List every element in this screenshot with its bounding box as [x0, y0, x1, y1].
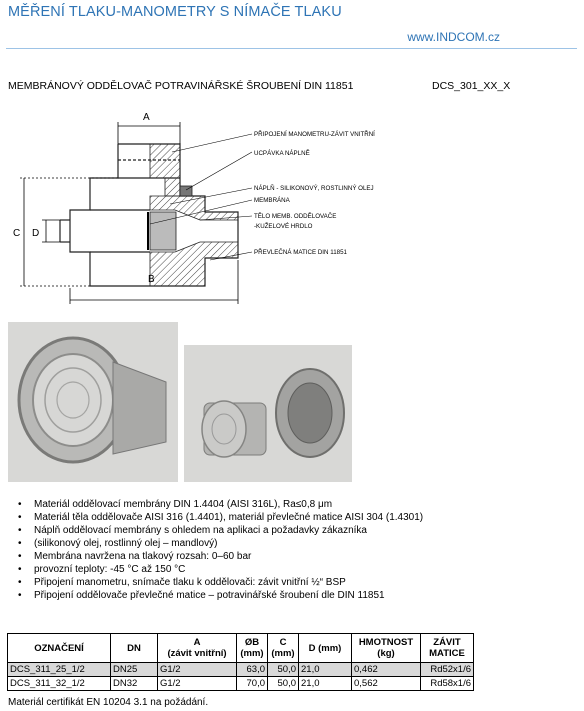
- website-link[interactable]: www.INDCOM.cz: [407, 30, 500, 44]
- table-cell: 0,462: [352, 663, 421, 677]
- page-title: MĚŘENÍ TLAKU-MANOMETRY S NÍMAČE TLAKU: [8, 4, 342, 20]
- column-header: OZNAČENÍ: [8, 634, 111, 663]
- table-row: [8, 663, 474, 677]
- callout-gauge-connection: PŘIPOJENÍ MANOMETRU-ZÁVIT VNITŘNÍ: [254, 131, 375, 138]
- table-cell: 50,0: [268, 677, 299, 691]
- callout-fill-plug: UCPÁVKA NÁPLNĚ: [254, 150, 310, 157]
- table-cell: DCS_311_25_1/2: [8, 663, 111, 677]
- dimension-b-label: B: [148, 274, 155, 285]
- spec-table: [7, 633, 474, 691]
- header-divider: [6, 48, 577, 49]
- product-photo-disassembled: [184, 345, 352, 482]
- table-cell: 0,562: [352, 677, 421, 691]
- callout-union-nut: PŘEVLEČNÁ MATICE DIN 11851: [254, 249, 347, 256]
- list-item: • Připojení oddělovače převlečné matice – potravinářské šroubení dle DIN 11851: [12, 589, 423, 602]
- callout-labels: [254, 130, 375, 256]
- list-item: • Náplň oddělovací membrány s ohledem na aplikaci a požadavky zákazníka: [12, 524, 423, 537]
- dimension-d-label: D: [32, 228, 40, 239]
- table-cell: 21,0: [299, 663, 352, 677]
- dimension-c-label: C: [13, 228, 21, 239]
- table-cell: G1/2: [158, 677, 237, 691]
- column-header: HMOTNOST (kg): [352, 634, 421, 663]
- callout-fill-oil: NÁPLŇ - SILIKONOVÝ, ROSTLINNÝ OLEJ: [254, 185, 374, 192]
- technical-drawing: [0, 100, 584, 310]
- table-cell: DN32: [111, 677, 158, 691]
- column-header: ZÁVIT MATICE: [421, 634, 474, 663]
- table-cell: DN25: [111, 663, 158, 677]
- product-subtitle: MEMBRÁNOVÝ ODDĚLOVAČ POTRAVINÁŘSKÉ ŠROUBENÍ DIN 11851: [8, 80, 354, 92]
- product-photo-assembled: [8, 322, 178, 482]
- list-item: • Membrána navržena na tlakový rozsah: 0–60 bar: [12, 550, 423, 563]
- product-photo-disassembled-image: [184, 345, 352, 482]
- column-header: ØB (mm): [237, 634, 268, 663]
- callout-body: TĚLO MEMB. ODDĚLOVAČE: [254, 213, 337, 220]
- column-header: C (mm): [268, 634, 299, 663]
- table-cell: Rd52x1/6: [421, 663, 474, 677]
- table-cell: 70,0: [237, 677, 268, 691]
- table-cell: Rd58x1/6: [421, 677, 474, 691]
- product-photo-assembled-image: [8, 322, 178, 482]
- list-item: • Materiál oddělovací membrány DIN 1.4404 (AISI 316L), Ra≤0,8 μm: [12, 498, 423, 511]
- column-header: D (mm): [299, 634, 352, 663]
- section-hatching: [150, 144, 238, 286]
- column-header: A (závit vnitřní): [158, 634, 237, 663]
- table-cell: 50,0: [268, 663, 299, 677]
- table-cell: G1/2: [158, 663, 237, 677]
- list-item: • Materiál těla oddělovače AISI 316 (1.4401), materiál převlečné matice AISI 304 (1.4301): [12, 511, 423, 524]
- callout-membrane: MEMBRÁNA: [254, 197, 290, 204]
- product-code: DCS_301_XX_X: [432, 80, 511, 92]
- table-row: [8, 677, 474, 691]
- table-cell: DCS_311_32_1/2: [8, 677, 111, 691]
- table-cell: 21,0: [299, 677, 352, 691]
- table-cell: 63,0: [237, 663, 268, 677]
- certificate-note: Materiál certifikát EN 10204 3.1 na požádání.: [8, 697, 209, 708]
- table-header-row: [8, 634, 474, 663]
- specification-list: [12, 498, 423, 602]
- list-item: • provozní teploty: -45 °C až 150 °C: [12, 563, 423, 576]
- list-item: • Připojení manometru, snímače tlaku k oddělovači: závit vnitřní ½“ BSP: [12, 576, 423, 589]
- column-header: DN: [111, 634, 158, 663]
- list-item-continuation: • (silikonový olej, rostlinný olej – mandlový): [12, 537, 423, 550]
- dimension-a-label: A: [143, 112, 150, 123]
- callout-cone: -KUŽELOVÉ HRDLO: [254, 223, 313, 230]
